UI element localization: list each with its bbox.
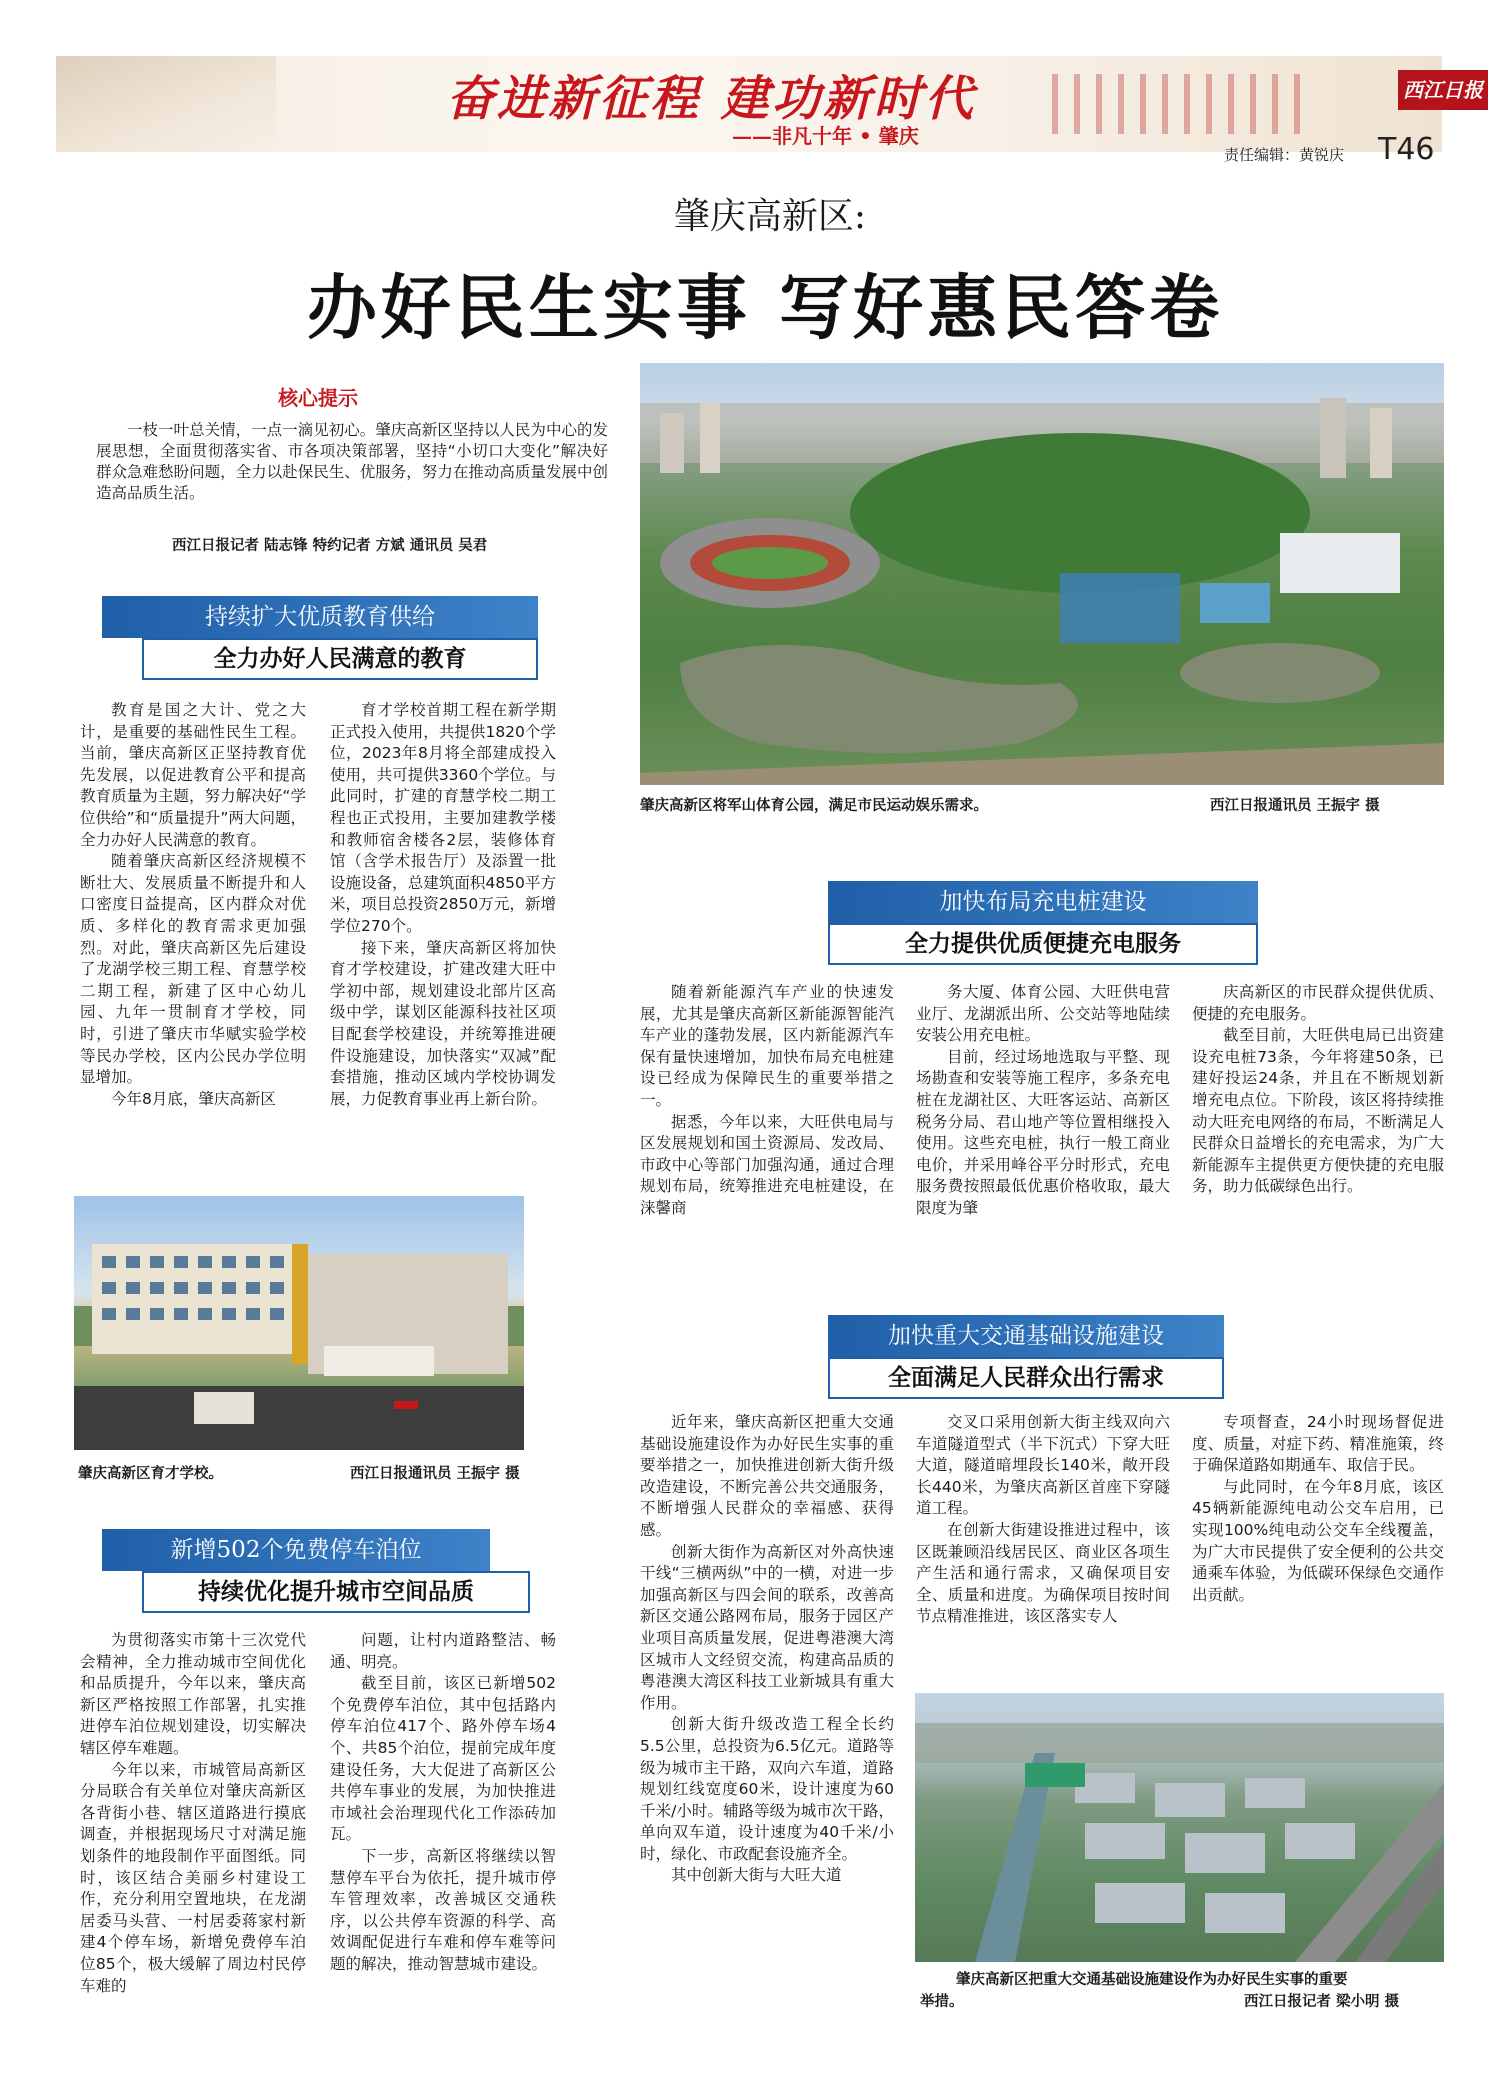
paragraph: 教育是国之大计、党之大计，是重要的基础性民生工程。当前，肇庆高新区正坚持教育优先发展，以促进教育公平和提高教育质量为主题，努力解决好“学位供给”和“质量提升”两大问题，全力办好人民满意的教育。 <box>80 701 306 849</box>
paragraph: 创新大街作为高新区对外高快速干线“三横两纵”中的一横，对进一步加强高新区与四会间的联系，改善高新区交通公路网布局，服务于园区产业项目高质量发展，促进粤港澳大湾区城市人文经贸交流，构建高品质的粤港澳大湾区科技工业新城具有重大作用。 <box>640 1542 894 1712</box>
pagoda-illustration <box>1052 74 1312 134</box>
paragraph: 接下来，肇庆高新区将加快育才学校建设，扩建改建大旺中学初中部，规划建设北部片区高级中学，谋划区能源科技社区项目配套学校建设，并统筹推进硬件设施建设，加快落实“双减”配套措施，推动区域内学校协调发展，力促教育事业再上新台阶。 <box>330 938 556 1108</box>
paragraph: 庆高新区的市民群众提供优质、便捷的充电服务。 <box>1192 983 1444 1023</box>
school-photo-caption: 肇庆高新区育才学校。 <box>78 1466 223 1482</box>
paragraph: 今年8月底，肇庆高新区 <box>111 1089 276 1108</box>
park-photo <box>640 363 1444 785</box>
road-photo-credit: 西江日报记者 梁小明 摄 <box>1244 1994 1400 2010</box>
section-education-title: 持续扩大优质教育供给 <box>102 596 538 638</box>
paragraph: 目前，经过场地选取与平整、现场勘查和安装等施工程序，多条充电桩在龙湖社区、大旺客运站、高新区税务分局、君山地产等位置相继投入使用。这些充电桩，执行一般工商业电价，并采用峰谷平分时形式，充电服务费按照最低优惠价格收取，最大限度为肇 <box>916 1047 1170 1217</box>
section-transport-header <box>828 1315 1264 1399</box>
article-headline: 办好民生实事 写好惠民答卷 <box>306 266 1224 349</box>
section-transport-column-1 <box>640 1412 894 1887</box>
paragraph: 创新大街升级改造工程全长约5.5公里，总投资为6.5亿元。道路等级为城市主干路，双向六车道，道路规划红线宽度60米，设计速度为60千米/小时。辅路等级为城市次干路，单向双车道，设计速度为40千米/小时，绿化、市政配套设施齐全。 <box>640 1715 894 1863</box>
great-wall-illustration <box>56 56 276 152</box>
section-education-column-2 <box>330 700 556 1110</box>
masthead-subslogan: ——非凡十年 • 肇庆 <box>732 124 919 148</box>
park-illustration <box>640 363 1444 785</box>
page-number: T46 <box>1378 132 1435 167</box>
section-transport-title: 加快重大交通基础设施建设 <box>828 1315 1224 1357</box>
road-photo-caption-line-2: 举措。 <box>920 1994 964 2010</box>
section-parking-title: 新增502个免费停车泊位 <box>102 1529 490 1571</box>
school-photo-credit: 西江日报通讯员 王振宇 摄 <box>350 1466 520 1482</box>
article-byline: 西江日报记者 陆志锋 特约记者 方斌 通讯员 吴君 <box>172 538 488 554</box>
section-charging-title: 加快布局充电桩建设 <box>828 881 1258 923</box>
paragraph: 今年以来，市城管局高新区分局联合有关单位对肇庆高新区各背街小巷、辖区道路进行摸底调查，并根据现场尺寸对满足施划条件的地段制作平面图纸。同时，该区结合美丽乡村建设工作，充分利用空置地块，在龙湖居委马头营、一村居委蒋家村新建4个停车场，新增免费停车泊位85个，极大缓解了周边村民停车难的 <box>80 1760 306 1995</box>
paragraph: 为贯彻落实市第十三次党代会精神，全力推动城市空间优化和品质提升，今年以来，肇庆高新区严格按照工作部署，扎实推进停车泊位规划建设，切实解决辖区停车难题。 <box>80 1631 306 1757</box>
section-education-subtitle: 全力办好人民满意的教育 <box>142 638 538 680</box>
editor-credit: 责任编辑：黄锐庆 <box>1224 146 1345 164</box>
section-education-header <box>102 596 538 680</box>
paragraph: 问题，让村内道路整洁、畅通、明亮。 <box>330 1631 556 1671</box>
road-photo-caption-line-1: 肇庆高新区把重大交通基础设施建设作为办好民生实事的重要 <box>956 1972 1348 1988</box>
section-transport-column-3 <box>1192 1412 1444 1606</box>
park-photo-credit: 西江日报通讯员 王振宇 摄 <box>1210 798 1380 814</box>
paragraph: 务大厦、体育公园、大旺供电营业厅、龙湖派出所、公交站等地陆续安装公用充电桩。 <box>916 983 1170 1045</box>
paragraph: 据悉，今年以来，大旺供电局与区发展规划和国土资源局、发改局、市政中心等部门加强沟通，通过合理规划布局，统筹推进充电桩建设，在涞馨商 <box>640 1112 894 1217</box>
masthead-banner <box>56 56 1483 152</box>
section-parking-column-1 <box>80 1630 306 1997</box>
paragraph: 育才学校首期工程在新学期正式投入使用，共提供1820个学位，2023年8月将全部建成投入使用，共可提供3360个学位。与此同时，扩建的育慧学校二期工程也正式投用，主要加建教学楼和教师宿舍楼各2层，装修体育馆（含学术报告厅）及添置一批设施设备，总建筑面积4850平方米，项目总投资2850万元，新增学位270个。 <box>330 701 556 935</box>
newspaper-logo: 西江日报 <box>1398 70 1488 110</box>
section-charging-column-2 <box>916 982 1170 1220</box>
school-illustration <box>74 1196 524 1450</box>
section-education-column-1 <box>80 700 306 1110</box>
section-parking-column-2 <box>330 1630 556 1976</box>
core-summary-title: 核心提示 <box>278 386 358 410</box>
school-photo <box>74 1196 524 1450</box>
paragraph: 专项督查，24小时现场督促进度、质量，对症下药、精准施策，终于确保道路如期通车、取信于民。 <box>1192 1413 1444 1475</box>
section-parking-subtitle: 持续优化提升城市空间品质 <box>142 1571 530 1613</box>
paragraph: 随着新能源汽车产业的快速发展，尤其是肇庆高新区新能源智能汽车产业的蓬勃发展，区内新能源汽车保有量快速增加，加快布局充电桩建设已经成为保障民生的重要举措之一。 <box>640 983 894 1109</box>
section-charging-subtitle: 全力提供优质便捷充电服务 <box>828 923 1258 965</box>
paragraph: 在创新大街建设推进过程中，该区既兼顾沿线居民区、商业区各项生产生活和通行需求，又确保项目安全、质量和进度。为确保项目按时间节点精准推进，该区落实专人 <box>916 1520 1170 1626</box>
article-kicker: 肇庆高新区: <box>673 196 867 237</box>
paragraph: 截至目前，大旺供电局已出资建设充电桩73条，今年将建50条，已建好投运24条，并且在不断规划新增充电点位。下阶段，该区将持续推动大旺充电网络的布局，不断满足人民群众日益增长的充电需求，为广大新能源车主提供更方便快捷的充电服务，助力低碳绿色出行。 <box>1192 1026 1444 1196</box>
section-transport-subtitle: 全面满足人民群众出行需求 <box>828 1357 1224 1399</box>
paragraph: 与此同时，在今年8月底，该区45辆新能源纯电动公交车启用，已实现100%纯电动公交车全线覆盖，为广大市民提供了安全便利的公共交通乘车体验，为低碳环保绿色交通作出贡献。 <box>1192 1477 1444 1604</box>
paragraph: 截至目前，该区已新增502个免费停车泊位，其中包括路内停车泊位417个、路外停车场4个、共85个泊位，提前完成年度建设任务，大大促进了高新区公共停车事业的发展，为加快推进市域社会治理现代化工作添砖加瓦。 <box>330 1674 556 1844</box>
section-transport-column-2 <box>916 1412 1170 1628</box>
section-charging-header <box>828 881 1264 965</box>
road-illustration <box>915 1693 1444 1962</box>
paragraph: 交叉口采用创新大街主线双向六车道隧道型式（半下沉式）下穿大旺大道，隧道暗埋段长140米，敞开段长440米，为肇庆高新区首座下穿隧道工程。 <box>916 1413 1170 1518</box>
section-charging-column-1 <box>640 982 894 1220</box>
paragraph: 其中创新大街与大旺大道 <box>671 1866 842 1885</box>
road-photo <box>915 1693 1444 1962</box>
masthead-slogan: 奋进新征程 建功新时代 <box>446 71 976 127</box>
paragraph: 近年来，肇庆高新区把重大交通基础设施建设作为办好民生实事的重要举措之一，加快推进创新大街升级改造建设，不断完善公共交通服务，不断增强人民群众的幸福感、获得感。 <box>640 1413 894 1539</box>
paragraph: 下一步，高新区将继续以智慧停车平台为依托，提升城市停车管理效率，改善城区交通秩序，以公共停车资源的科学、高效调配促进行车难和停车难等问题的解决，推动智慧城市建设。 <box>330 1846 556 1973</box>
paragraph: 随着肇庆高新区经济规模不断壮大、发展质量不断提升和人口密度日益提高，区内群众对优质、多样化的教育需求更加强烈。对此，肇庆高新区先后建设了龙湖学校三期工程、育慧学校二期工程，新建了区中心幼儿园、九年一贯制育才学校，同时，引进了肇庆市华赋实验学校等民办学校，区内公民办学位明显增加。 <box>80 852 306 1087</box>
park-photo-caption: 肇庆高新区将军山体育公园，满足市民运动娱乐需求。 <box>640 798 988 814</box>
core-summary-text: 一枝一叶总关情，一点一滴见初心。肇庆高新区坚持以人民为中心的发展思想，全面贯彻落实省、市各项决策部署，坚持“小切口大变化”解决好群众急难愁盼问题，全力以赴保民生、优服务，努力在推动高质量发展中创造高品质生活。 <box>96 421 608 502</box>
section-parking-header <box>102 1529 530 1613</box>
section-charging-column-3 <box>1192 982 1444 1198</box>
